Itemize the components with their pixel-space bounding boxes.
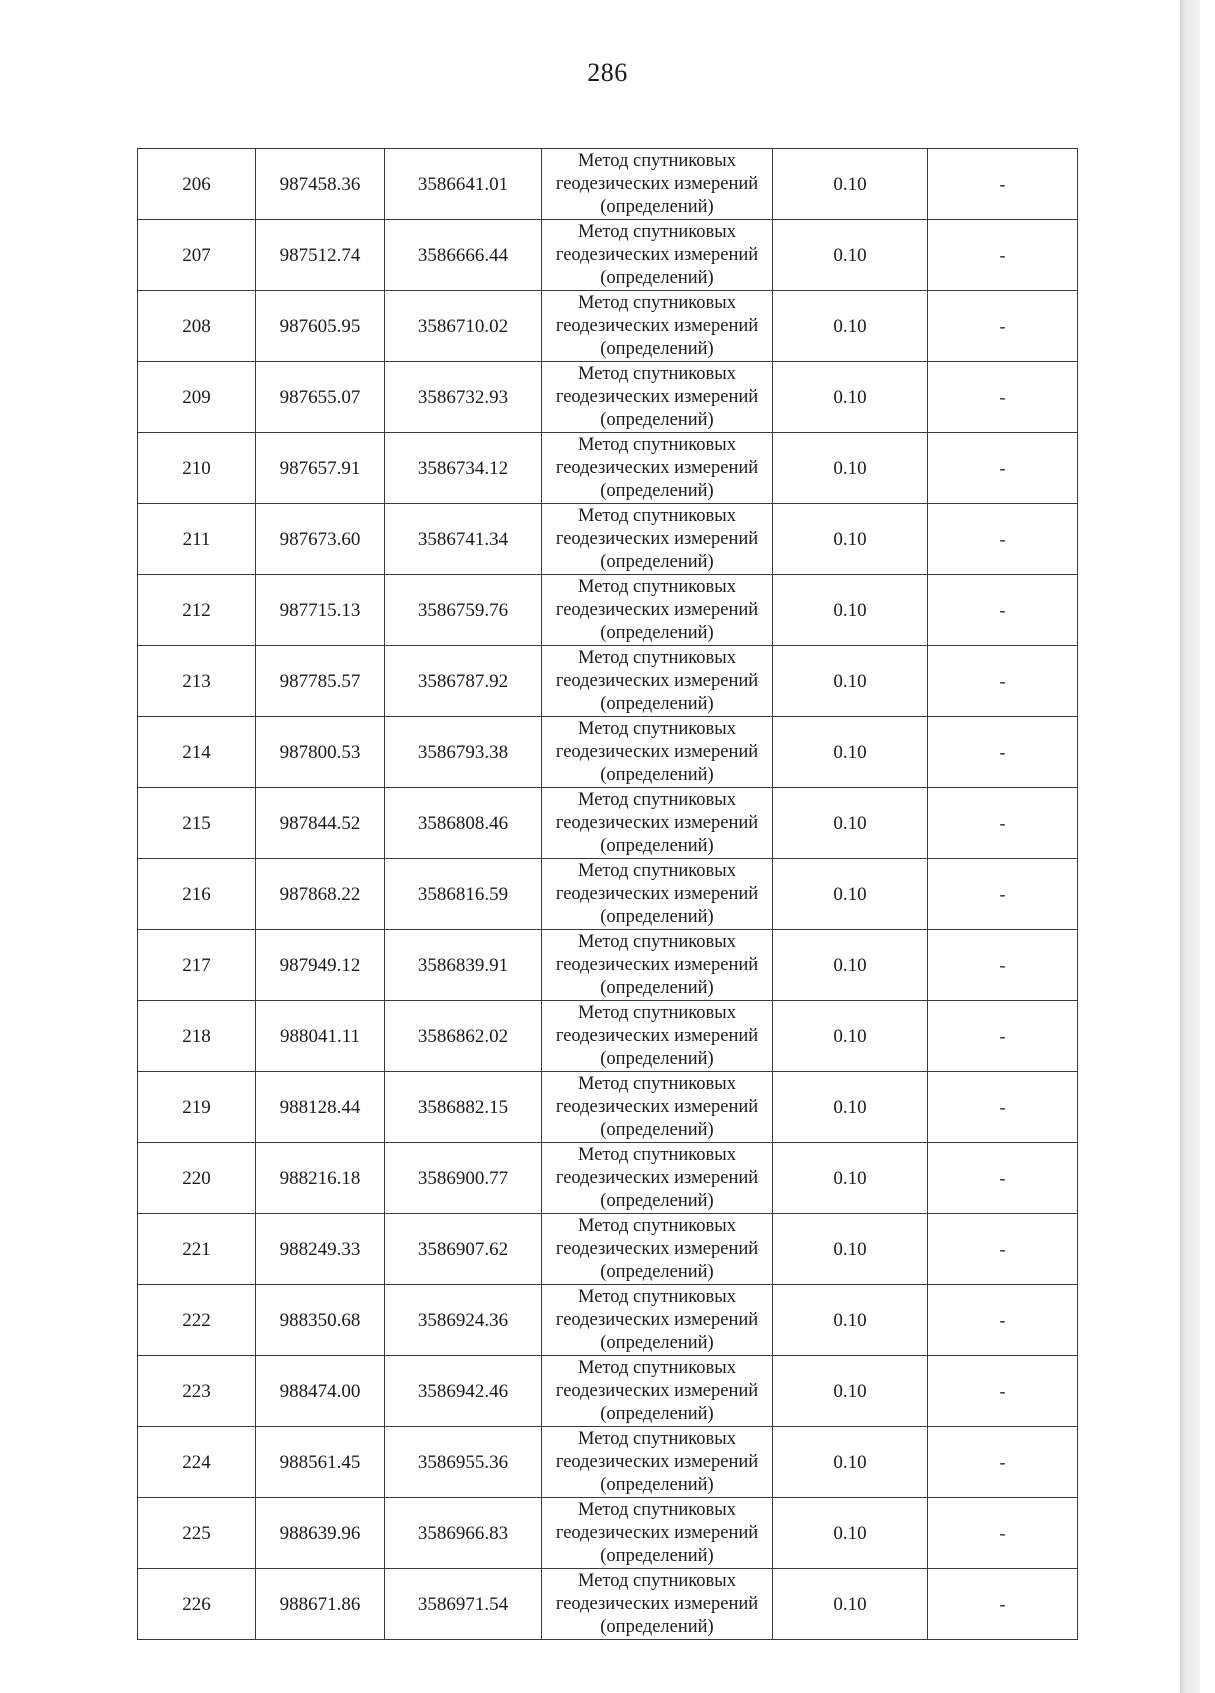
method-text-line: (определений) xyxy=(600,906,714,927)
table-row xyxy=(138,788,1078,859)
point-number-cell: 207 xyxy=(138,220,256,291)
method-text-line: Метод спутниковых xyxy=(578,1570,736,1591)
method-text-line: (определений) xyxy=(600,409,714,430)
method-text-line: Метод спутниковых xyxy=(578,860,736,881)
table-row xyxy=(138,433,1078,504)
description-cell: - xyxy=(928,1072,1078,1143)
description-cell: - xyxy=(928,859,1078,930)
x-coordinate-cell: 988249.33 xyxy=(256,1214,385,1285)
method-text-line: (определений) xyxy=(600,1048,714,1069)
x-coordinate-cell: 988561.45 xyxy=(256,1427,385,1498)
method-cell xyxy=(542,291,773,362)
y-coordinate-cell: 3586666.44 xyxy=(385,220,542,291)
description-cell: - xyxy=(928,433,1078,504)
method-text-line: геодезических измерений xyxy=(555,954,759,975)
method-text-line: геодезических измерений xyxy=(555,1025,759,1046)
accuracy-cell: 0.10 xyxy=(773,646,928,717)
description-cell: - xyxy=(928,1569,1078,1640)
method-text-line: Метод спутниковых xyxy=(578,1286,736,1307)
y-coordinate-cell: 3586839.91 xyxy=(385,930,542,1001)
method-cell xyxy=(542,575,773,646)
table-row xyxy=(138,1498,1078,1569)
method-cell xyxy=(542,1569,773,1640)
point-number-cell: 220 xyxy=(138,1143,256,1214)
x-coordinate-cell: 988216.18 xyxy=(256,1143,385,1214)
table-row xyxy=(138,1001,1078,1072)
accuracy-cell: 0.10 xyxy=(773,859,928,930)
method-text-line: (определений) xyxy=(600,1474,714,1495)
page-edge-shadow xyxy=(1180,0,1200,1693)
y-coordinate-cell: 3586641.01 xyxy=(385,149,542,220)
y-coordinate-cell: 3586732.93 xyxy=(385,362,542,433)
y-coordinate-cell: 3586971.54 xyxy=(385,1569,542,1640)
method-text-line: (определений) xyxy=(600,1616,714,1637)
point-number-cell: 210 xyxy=(138,433,256,504)
method-text-line: (определений) xyxy=(600,267,714,288)
accuracy-cell: 0.10 xyxy=(773,1569,928,1640)
method-text-line: (определений) xyxy=(600,835,714,856)
table-row xyxy=(138,930,1078,1001)
description-cell: - xyxy=(928,220,1078,291)
table-row xyxy=(138,1569,1078,1640)
table-row xyxy=(138,1285,1078,1356)
table-row xyxy=(138,149,1078,220)
method-text-line: геодезических измерений xyxy=(555,457,759,478)
point-number-cell: 213 xyxy=(138,646,256,717)
table-row xyxy=(138,859,1078,930)
point-number-cell: 216 xyxy=(138,859,256,930)
accuracy-cell: 0.10 xyxy=(773,575,928,646)
table-row xyxy=(138,1143,1078,1214)
method-text-line: геодезических измерений xyxy=(555,1380,759,1401)
method-text-line: Метод спутниковых xyxy=(578,1002,736,1023)
method-text-line: (определений) xyxy=(600,551,714,572)
y-coordinate-cell: 3586741.34 xyxy=(385,504,542,575)
method-text-line: геодезических измерений xyxy=(555,1451,759,1472)
coordinates-table-body xyxy=(138,149,1078,1640)
method-text-line: Метод спутниковых xyxy=(578,647,736,668)
method-text-line: Метод спутниковых xyxy=(578,221,736,242)
accuracy-cell: 0.10 xyxy=(773,1427,928,1498)
description-cell: - xyxy=(928,1001,1078,1072)
page-number: 286 xyxy=(587,58,628,87)
description-cell: - xyxy=(928,504,1078,575)
y-coordinate-cell: 3586734.12 xyxy=(385,433,542,504)
point-number-cell: 211 xyxy=(138,504,256,575)
method-text-line: геодезических измерений xyxy=(555,741,759,762)
method-text-line: Метод спутниковых xyxy=(578,1073,736,1094)
method-text-line: Метод спутниковых xyxy=(578,150,736,171)
x-coordinate-cell: 987800.53 xyxy=(256,717,385,788)
description-cell: - xyxy=(928,1214,1078,1285)
x-coordinate-cell: 987458.36 xyxy=(256,149,385,220)
y-coordinate-cell: 3586793.38 xyxy=(385,717,542,788)
method-cell xyxy=(542,362,773,433)
x-coordinate-cell: 987844.52 xyxy=(256,788,385,859)
method-text-line: (определений) xyxy=(600,338,714,359)
method-text-line: геодезических измерений xyxy=(555,1096,759,1117)
method-text-line: геодезических измерений xyxy=(555,812,759,833)
method-cell xyxy=(542,788,773,859)
accuracy-cell: 0.10 xyxy=(773,717,928,788)
coordinates-table xyxy=(137,148,1078,1640)
method-text-line: геодезических измерений xyxy=(555,173,759,194)
method-text-line: геодезических измерений xyxy=(555,599,759,620)
method-text-line: Метод спутниковых xyxy=(578,1357,736,1378)
y-coordinate-cell: 3586942.46 xyxy=(385,1356,542,1427)
x-coordinate-cell: 987657.91 xyxy=(256,433,385,504)
accuracy-cell: 0.10 xyxy=(773,1001,928,1072)
accuracy-cell: 0.10 xyxy=(773,930,928,1001)
x-coordinate-cell: 987673.60 xyxy=(256,504,385,575)
table-row xyxy=(138,575,1078,646)
point-number-cell: 219 xyxy=(138,1072,256,1143)
accuracy-cell: 0.10 xyxy=(773,1356,928,1427)
description-cell: - xyxy=(928,646,1078,717)
x-coordinate-cell: 988128.44 xyxy=(256,1072,385,1143)
x-coordinate-cell: 988041.11 xyxy=(256,1001,385,1072)
x-coordinate-cell: 988671.86 xyxy=(256,1569,385,1640)
y-coordinate-cell: 3586710.02 xyxy=(385,291,542,362)
x-coordinate-cell: 987512.74 xyxy=(256,220,385,291)
description-cell: - xyxy=(928,1498,1078,1569)
point-number-cell: 218 xyxy=(138,1001,256,1072)
x-coordinate-cell: 987868.22 xyxy=(256,859,385,930)
table-row xyxy=(138,362,1078,433)
method-text-line: геодезических измерений xyxy=(555,315,759,336)
method-text-line: Метод спутниковых xyxy=(578,718,736,739)
point-number-cell: 214 xyxy=(138,717,256,788)
method-text-line: геодезических измерений xyxy=(555,1167,759,1188)
point-number-cell: 221 xyxy=(138,1214,256,1285)
point-number-cell: 217 xyxy=(138,930,256,1001)
method-text-line: Метод спутниковых xyxy=(578,576,736,597)
description-cell: - xyxy=(928,362,1078,433)
point-number-cell: 225 xyxy=(138,1498,256,1569)
method-text-line: Метод спутниковых xyxy=(578,363,736,384)
method-text-line: Метод спутниковых xyxy=(578,931,736,952)
method-text-line: Метод спутниковых xyxy=(578,292,736,313)
method-text-line: геодезических измерений xyxy=(555,670,759,691)
y-coordinate-cell: 3586924.36 xyxy=(385,1285,542,1356)
x-coordinate-cell: 987605.95 xyxy=(256,291,385,362)
description-cell: - xyxy=(928,575,1078,646)
method-text-line: Метод спутниковых xyxy=(578,434,736,455)
table-row xyxy=(138,220,1078,291)
y-coordinate-cell: 3586882.15 xyxy=(385,1072,542,1143)
description-cell: - xyxy=(928,1427,1078,1498)
y-coordinate-cell: 3586808.46 xyxy=(385,788,542,859)
method-text-line: (определений) xyxy=(600,1190,714,1211)
method-text-line: (определений) xyxy=(600,1261,714,1282)
method-cell xyxy=(542,1498,773,1569)
x-coordinate-cell: 988474.00 xyxy=(256,1356,385,1427)
method-text-line: геодезических измерений xyxy=(555,883,759,904)
accuracy-cell: 0.10 xyxy=(773,362,928,433)
y-coordinate-cell: 3586862.02 xyxy=(385,1001,542,1072)
method-text-line: геодезических измерений xyxy=(555,1522,759,1543)
description-cell: - xyxy=(928,1285,1078,1356)
table-row xyxy=(138,291,1078,362)
accuracy-cell: 0.10 xyxy=(773,220,928,291)
y-coordinate-cell: 3586787.92 xyxy=(385,646,542,717)
table-row xyxy=(138,717,1078,788)
method-text-line: геодезических измерений xyxy=(555,244,759,265)
x-coordinate-cell: 987785.57 xyxy=(256,646,385,717)
table-row xyxy=(138,1214,1078,1285)
y-coordinate-cell: 3586907.62 xyxy=(385,1214,542,1285)
accuracy-cell: 0.10 xyxy=(773,788,928,859)
table-row xyxy=(138,504,1078,575)
accuracy-cell: 0.10 xyxy=(773,1072,928,1143)
point-number-cell: 222 xyxy=(138,1285,256,1356)
y-coordinate-cell: 3586966.83 xyxy=(385,1498,542,1569)
description-cell: - xyxy=(928,1143,1078,1214)
table-row xyxy=(138,1427,1078,1498)
method-text-line: (определений) xyxy=(600,622,714,643)
x-coordinate-cell: 988350.68 xyxy=(256,1285,385,1356)
y-coordinate-cell: 3586816.59 xyxy=(385,859,542,930)
method-text-line: геодезических измерений xyxy=(555,386,759,407)
x-coordinate-cell: 987715.13 xyxy=(256,575,385,646)
point-number-cell: 209 xyxy=(138,362,256,433)
y-coordinate-cell: 3586955.36 xyxy=(385,1427,542,1498)
accuracy-cell: 0.10 xyxy=(773,1143,928,1214)
x-coordinate-cell: 987655.07 xyxy=(256,362,385,433)
y-coordinate-cell: 3586759.76 xyxy=(385,575,542,646)
method-cell xyxy=(542,1427,773,1498)
point-number-cell: 215 xyxy=(138,788,256,859)
method-text-line: Метод спутниковых xyxy=(578,1428,736,1449)
point-number-cell: 206 xyxy=(138,149,256,220)
x-coordinate-cell: 988639.96 xyxy=(256,1498,385,1569)
method-cell xyxy=(542,1072,773,1143)
method-cell xyxy=(542,930,773,1001)
description-cell: - xyxy=(928,788,1078,859)
x-coordinate-cell: 987949.12 xyxy=(256,930,385,1001)
method-text-line: (определений) xyxy=(600,1403,714,1424)
method-cell xyxy=(542,646,773,717)
method-cell xyxy=(542,717,773,788)
method-text-line: (определений) xyxy=(600,1119,714,1140)
y-coordinate-cell: 3586900.77 xyxy=(385,1143,542,1214)
method-text-line: геодезических измерений xyxy=(555,528,759,549)
method-cell xyxy=(542,149,773,220)
method-text-line: (определений) xyxy=(600,977,714,998)
method-text-line: геодезических измерений xyxy=(555,1238,759,1259)
method-text-line: Метод спутниковых xyxy=(578,1144,736,1165)
description-cell: - xyxy=(928,1356,1078,1427)
method-text-line: (определений) xyxy=(600,693,714,714)
table-row xyxy=(138,646,1078,717)
method-cell xyxy=(542,1214,773,1285)
description-cell: - xyxy=(928,930,1078,1001)
method-cell xyxy=(542,220,773,291)
method-cell xyxy=(542,1143,773,1214)
method-text-line: Метод спутниковых xyxy=(578,789,736,810)
method-cell xyxy=(542,1356,773,1427)
method-text-line: (определений) xyxy=(600,764,714,785)
accuracy-cell: 0.10 xyxy=(773,1498,928,1569)
accuracy-cell: 0.10 xyxy=(773,433,928,504)
method-text-line: геодезических измерений xyxy=(555,1593,759,1614)
point-number-cell: 226 xyxy=(138,1569,256,1640)
method-text-line: (определений) xyxy=(600,1545,714,1566)
point-number-cell: 223 xyxy=(138,1356,256,1427)
method-text-line: Метод спутниковых xyxy=(578,1499,736,1520)
method-text-line: (определений) xyxy=(600,196,714,217)
method-text-line: Метод спутниковых xyxy=(578,505,736,526)
method-cell xyxy=(542,859,773,930)
method-cell xyxy=(542,433,773,504)
accuracy-cell: 0.10 xyxy=(773,291,928,362)
accuracy-cell: 0.10 xyxy=(773,1214,928,1285)
table-row xyxy=(138,1356,1078,1427)
description-cell: - xyxy=(928,291,1078,362)
method-text-line: (определений) xyxy=(600,480,714,501)
method-text-line: Метод спутниковых xyxy=(578,1215,736,1236)
method-text-line: геодезических измерений xyxy=(555,1309,759,1330)
method-cell xyxy=(542,1285,773,1356)
accuracy-cell: 0.10 xyxy=(773,149,928,220)
coordinates-table-container xyxy=(137,148,1077,1637)
point-number-cell: 208 xyxy=(138,291,256,362)
method-cell xyxy=(542,1001,773,1072)
point-number-cell: 212 xyxy=(138,575,256,646)
method-text-line: (определений) xyxy=(600,1332,714,1353)
description-cell: - xyxy=(928,717,1078,788)
accuracy-cell: 0.10 xyxy=(773,504,928,575)
method-cell xyxy=(542,504,773,575)
point-number-cell: 224 xyxy=(138,1427,256,1498)
table-row xyxy=(138,1072,1078,1143)
description-cell: - xyxy=(928,149,1078,220)
accuracy-cell: 0.10 xyxy=(773,1285,928,1356)
